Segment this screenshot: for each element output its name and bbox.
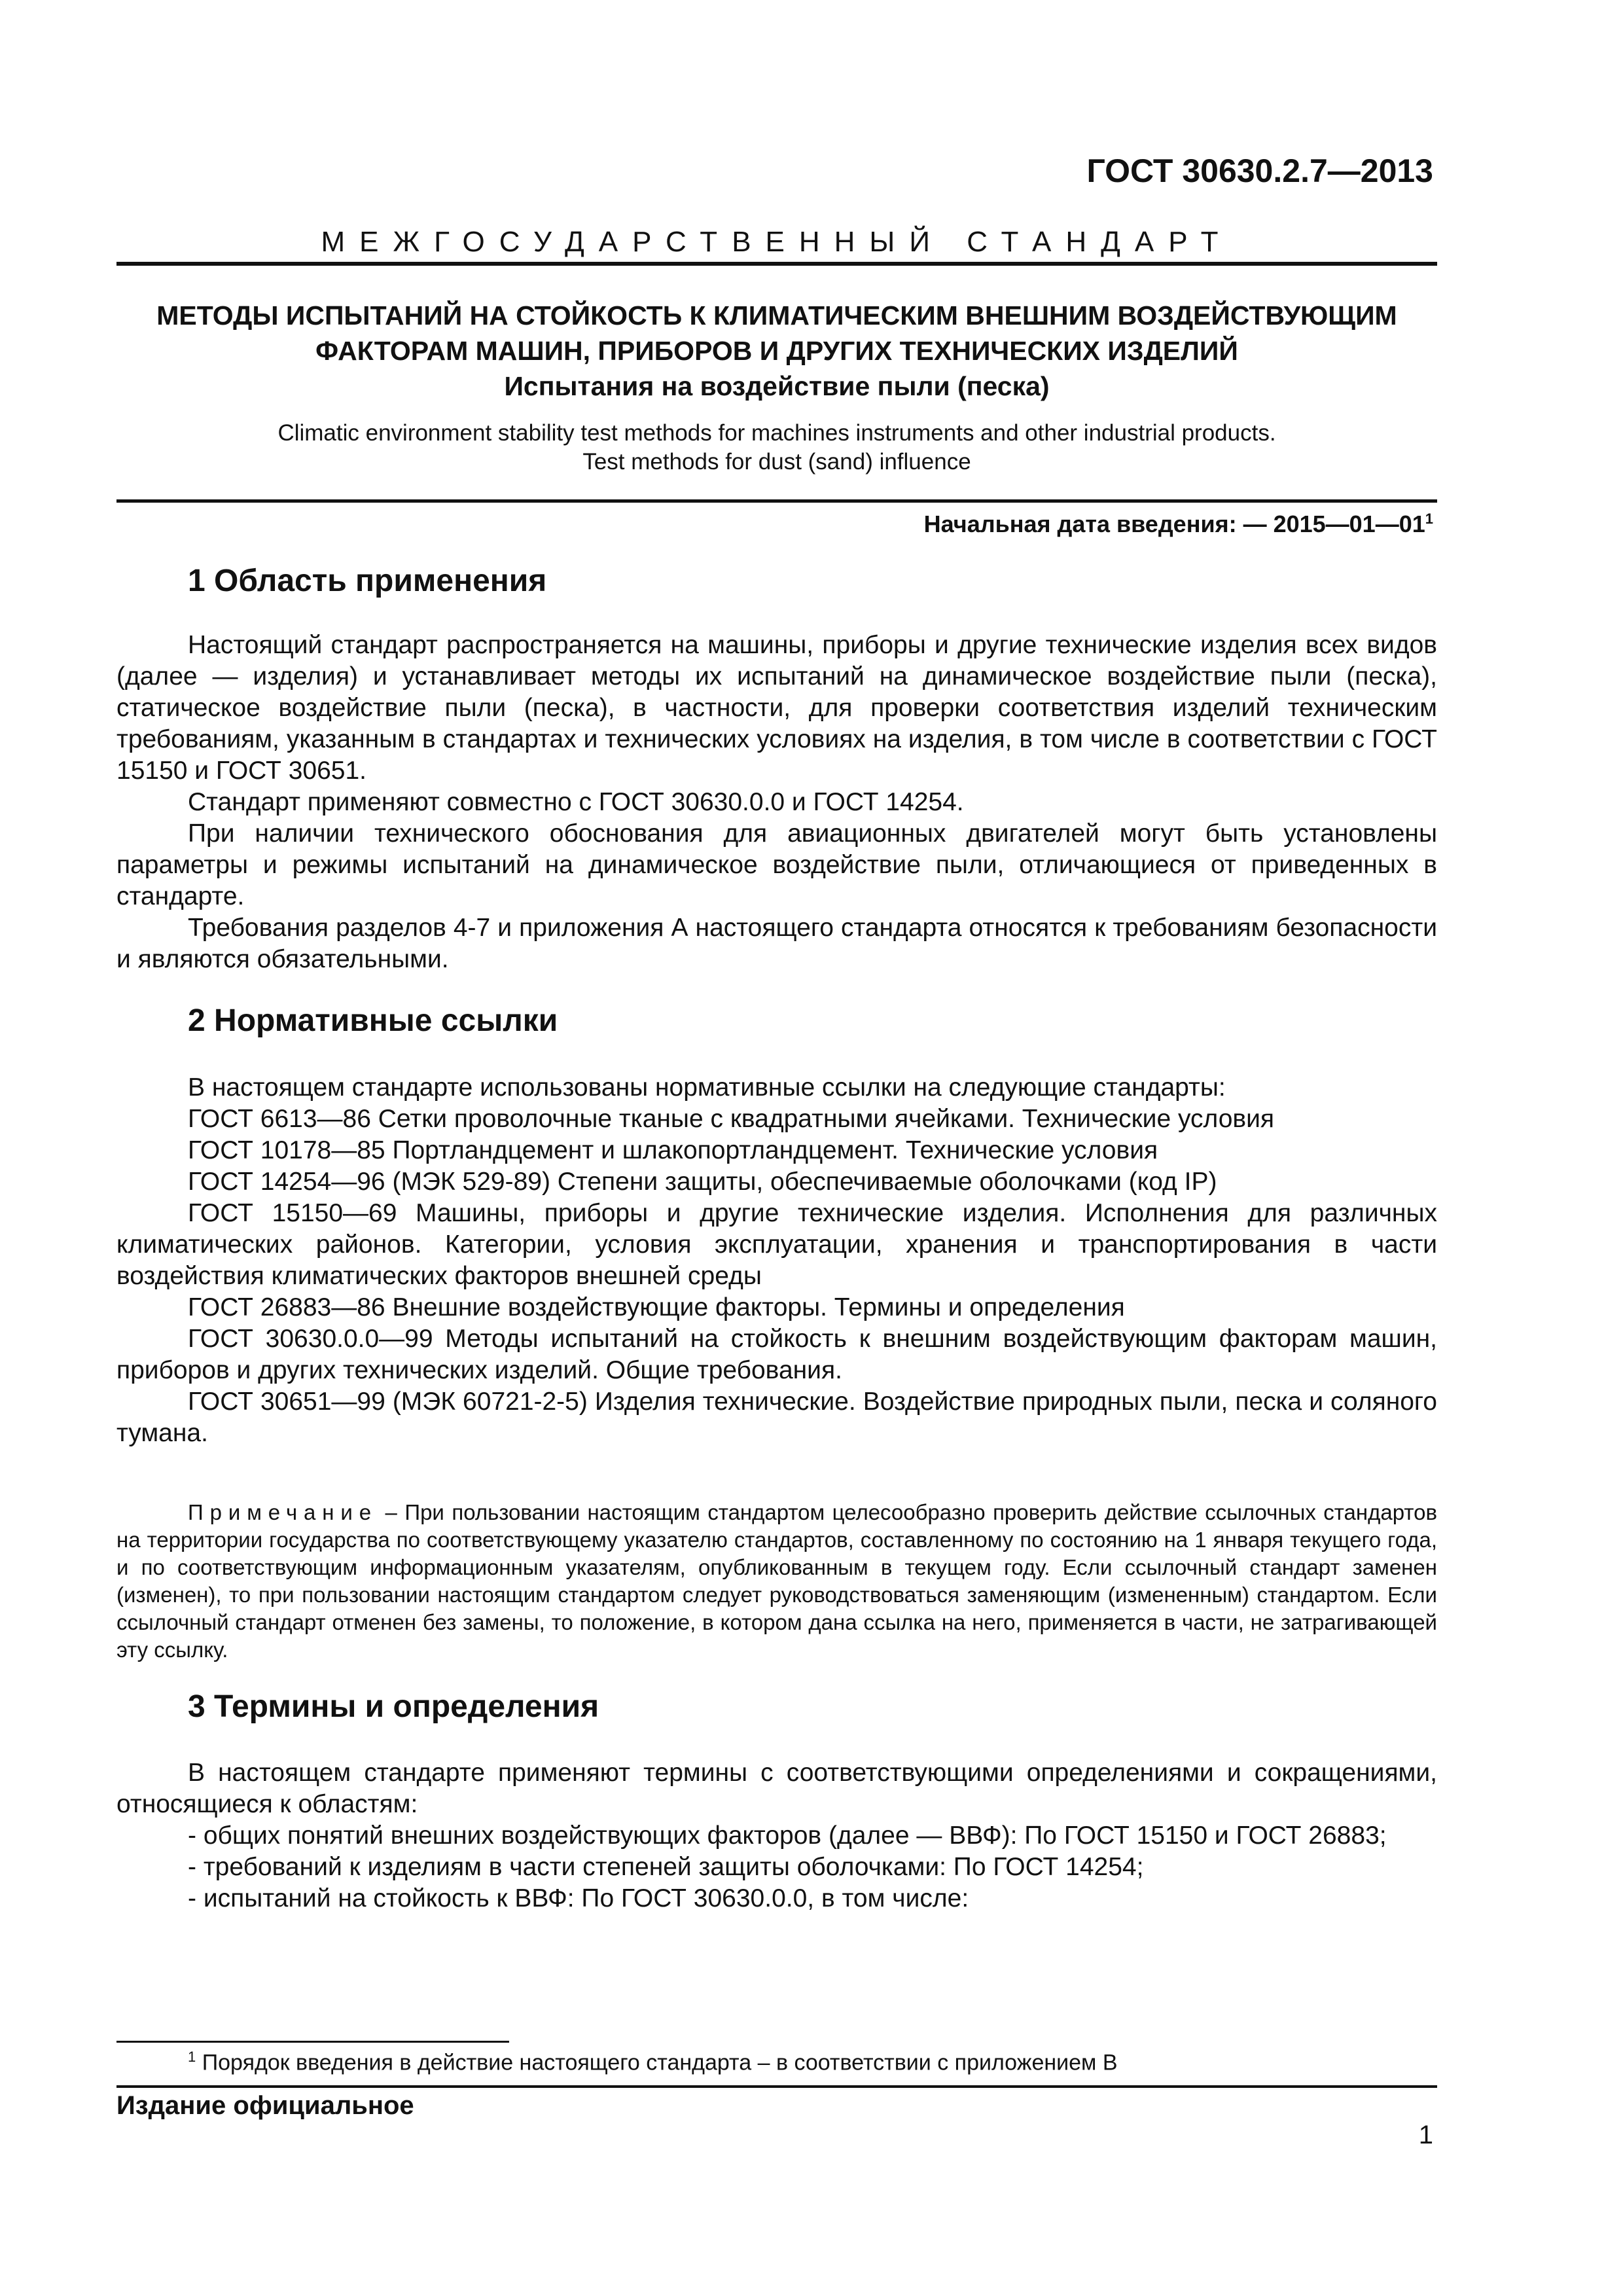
list-item: - требований к изделиям в части степеней защиты оболочками: По ГОСТ 14254; — [188, 1853, 1144, 1881]
header-rule — [116, 262, 1437, 266]
footer-rule — [116, 2085, 1437, 2088]
standard-banner: МЕЖГОСУДАРСТВЕННЫЙ СТАНДАРТ — [321, 226, 1233, 258]
footnote-rule — [116, 2041, 509, 2043]
title-line-2: ФАКТОРАМ МАШИН, ПРИБОРОВ И ДРУГИХ ТЕХНИЧЕСКИХ ИЗДЕЛИЙ — [315, 336, 1238, 366]
footnote-text: Порядок введения в действие настоящего стандарта – в соответствии с приложением В — [196, 2050, 1118, 2075]
title-line-3: Испытания на воздействие пыли (песка) — [504, 371, 1050, 401]
reference-item: ГОСТ 30651—99 (МЭК 60721-2-5) Изделия технические. Воздействие природных пыли, песка и соляного тумана. — [116, 1388, 1437, 1447]
page-number: 1 — [1418, 2121, 1433, 2149]
footnote-mark: 1 — [188, 2049, 196, 2065]
english-title-line-2: Test methods for dust (sand) influence — [582, 449, 971, 475]
section-1-body — [116, 630, 1437, 975]
english-title-line-1: Climatic environment stability test methods for machines instruments and other industrial products. — [277, 420, 1276, 446]
section-2-heading: 2 Нормативные ссылки — [188, 1003, 558, 1038]
title-line-1: МЕТОДЫ ИСПЫТАНИЙ НА СТОЙКОСТЬ К КЛИМАТИЧЕСКИМ ВНЕШНИМ ВОЗДЕЙСТВУЮЩИМ — [156, 300, 1397, 331]
official-edition-label: Издание официальное — [116, 2091, 414, 2120]
footnote-reference: 1 — [1425, 511, 1433, 527]
reference-item: ГОСТ 14254—96 (МЭК 529-89) Степени защиты, обеспечиваемые оболочками (код IP) — [188, 1168, 1217, 1196]
reference-item: ГОСТ 10178—85 Портландцемент и шлакопортландцемент. Технические условия — [188, 1136, 1158, 1164]
paragraph: Стандарт применяют совместно с ГОСТ 30630.0.0 и ГОСТ 14254. — [188, 788, 964, 816]
paragraph: В настоящем стандарте использованы нормативные ссылки на следующие стандарты: — [188, 1073, 1226, 1102]
section-3-body — [116, 1757, 1437, 1914]
section-3-heading: 3 Термины и определения — [188, 1689, 599, 1724]
footnote — [188, 2049, 1118, 2075]
reference-item: ГОСТ 15150—69 Машины, приборы и другие технические изделия. Исполнения для различных климатических районов. Категории, условия эксплуатации, хранения и транспортирования в части воздействия климатических факторов внешней среды — [116, 1199, 1437, 1290]
introduction-date: Начальная дата введения: — $2015—01—01^1$ — [923, 511, 1433, 537]
list-item: - общих понятий внешних воздействующих факторов (далее — ВВФ): По ГОСТ 15150 и ГОСТ 26883; — [188, 1821, 1387, 1850]
section-1-heading: 1 Область применения — [188, 564, 547, 598]
reference-item: ГОСТ 6613—86 Сетки проволочные тканые с квадратными ячейками. Технические условия — [188, 1105, 1275, 1133]
note-text: – При пользовании настоящим стандартом целесообразно проверить действие ссылочных стандартов на территории государства по соответствующему указателю стандартов, составленному по состоянию на 1 января текущего года, и по соответствующим информационным указателям, опубликованным в текущем году. Если ссылочный стандарт заменен (изменен), то при пользовании настоящим стандартом следует руководствоваться заменяющим (измененным) стандартом. Если ссылочный стандарт отменен без замены, то положение, в котором дана ссылка на него, применяется в части, не затрагивающей эту ссылку. — [116, 1500, 1437, 1662]
title-rule — [116, 499, 1437, 503]
document-code: ГОСТ 30630.2.7—2013 — [1086, 152, 1433, 189]
paragraph: Требования разделов 4-7 и приложения А настоящего стандарта относятся к требованиям безопасности и являются обязательными. — [116, 914, 1437, 973]
paragraph: Настоящий стандарт распространяется на машины, приборы и другие технические изделия всех видов (далее — изделия) и устанавливает методы их испытаний на динамическое воздействие пыли (песка), статическое воздействие пыли (песка), в частности, для проверки соответствия изделий техническим требованиям, указанным в стандартах и технических условиях на изделия, в том числе в соответствии с ГОСТ 15150 и ГОСТ 30651. — [116, 631, 1437, 785]
reference-item: ГОСТ 30630.0.0—99 Методы испытаний на стойкость к внешним воздействующим факторам машин, приборов и других технических изделий. Общие требования. — [116, 1325, 1437, 1384]
reference-item: ГОСТ 26883—86 Внешние воздействующие факторы. Термины и определения — [188, 1293, 1125, 1321]
section-2-body — [116, 1072, 1437, 1449]
note-label: Примечание — [188, 1500, 378, 1524]
paragraph: При наличии технического обоснования для авиационных двигателей могут быть установлены параметры и режимы испытаний на динамическое воздействие пыли, отличающиеся от приведенных в стандарте. — [116, 819, 1437, 910]
section-2-note — [116, 1499, 1437, 1664]
list-item: - испытаний на стойкость к ВВФ: По ГОСТ 30630.0.0, в том числе: — [188, 1884, 969, 1912]
paragraph: В настоящем стандарте применяют термины с соответствующими определениями и сокращениями, относящиеся к областям: — [116, 1759, 1437, 1818]
